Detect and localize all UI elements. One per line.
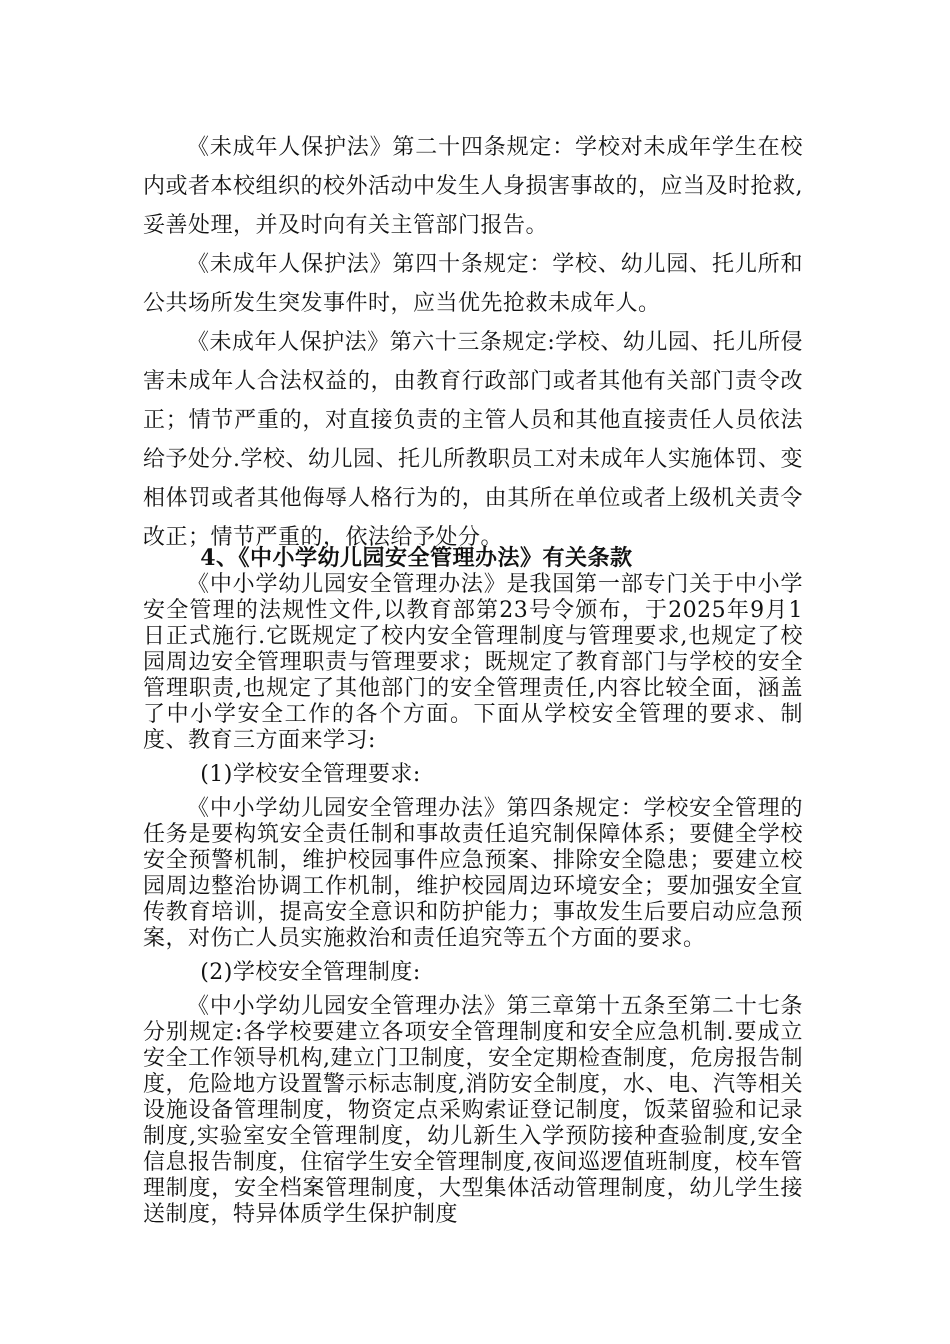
requirements-paragraph: 《中小学幼儿园安全管理办法》第四条规定：学校安全管理的任务是要构筑安全责任制和事故责任追究制保障体系；要健全学校安全预警机制，维护校园事件应急预案、排除安全隐患；要建立校园周边整治协调工作机制，维护校园周边环境安全；要加强安全宣传教育培训，提高安全意识和防护能力；事故发生后要启动应急预案，对伤亡人员实施救治和责任追究等五个方面的要求。 — [143, 796, 803, 951]
school-safety-section — [143, 544, 803, 1228]
subheading-systems: (2)学校安全管理制度: — [200, 960, 421, 985]
paragraph-article-63: 《未成年人保护法》第六十三条规定:学校、幼儿园、托儿所侵害未成年人合法权益的，由教育行政部门或者其他有关部门责令改正；情节严重的，对直接负责的主管人员和其他直接责任人员依法给予处分.学校、幼儿园、托儿所教职员工对未成年人实施体罚、变相体罚或者其他侮辱人格行为的，由其所在单位或者上级机关责令改正；情节严重的，依法给予处分。 — [143, 330, 803, 550]
minors-protection-section — [143, 128, 803, 557]
intro-paragraph: 《中小学幼儿园安全管理办法》是我国第一部专门关于中小学安全管理的法规性文件,以教育部第23号令颁布，于2025年9月1日正式施行.它既规定了校内安全管理制度与管理要求,也规定了校园周边安全管理职责与管理要求；既规定了教育部门与学校的安全管理职责,也规定了其他部门的安全管理责任,内容比较全面，涵盖了中小学安全工作的各个方面。下面从学校安全管理的要求、制度、教育三方面来学习: — [143, 572, 803, 753]
paragraph-article-24: 《未成年人保护法》第二十四条规定：学校对未成年学生在校内或者本校组织的校外活动中发生人身损害事故的，应当及时抢救,妥善处理，并及时向有关主管部门报告。 — [143, 135, 803, 238]
subheading-requirements: (1)学校安全管理要求: — [200, 762, 421, 787]
section-heading: 4、《中小学幼儿园安全管理办法》有关条款 — [200, 545, 633, 571]
paragraph-article-40: 《未成年人保护法》第四十条规定：学校、幼儿园、托儿所和公共场所发生突发事件时，应当优先抢救未成年人。 — [143, 252, 803, 316]
systems-paragraph: 《中小学幼儿园安全管理办法》第三章第十五条至第二十七条分别规定:各学校要建立各项安全管理制度和安全应急机制.要成立安全工作领导机构,建立门卫制度，安全定期检查制度，危房报告制度，危险地方设置警示标志制度,消防安全制度，水、电、汽等相关设施设备管理制度，物资定点采购索证登记制度，饭菜留验和记录制度,实验室安全管理制度，幼儿新生入学预防接种查验制度,安全信息报告制度，住宿学生安全管理制度,夜间巡逻值班制度，校车管理制度，安全档案管理制度，大型集体活动管理制度，幼儿学生接送制度，特异体质学生保护制度 — [143, 994, 803, 1227]
